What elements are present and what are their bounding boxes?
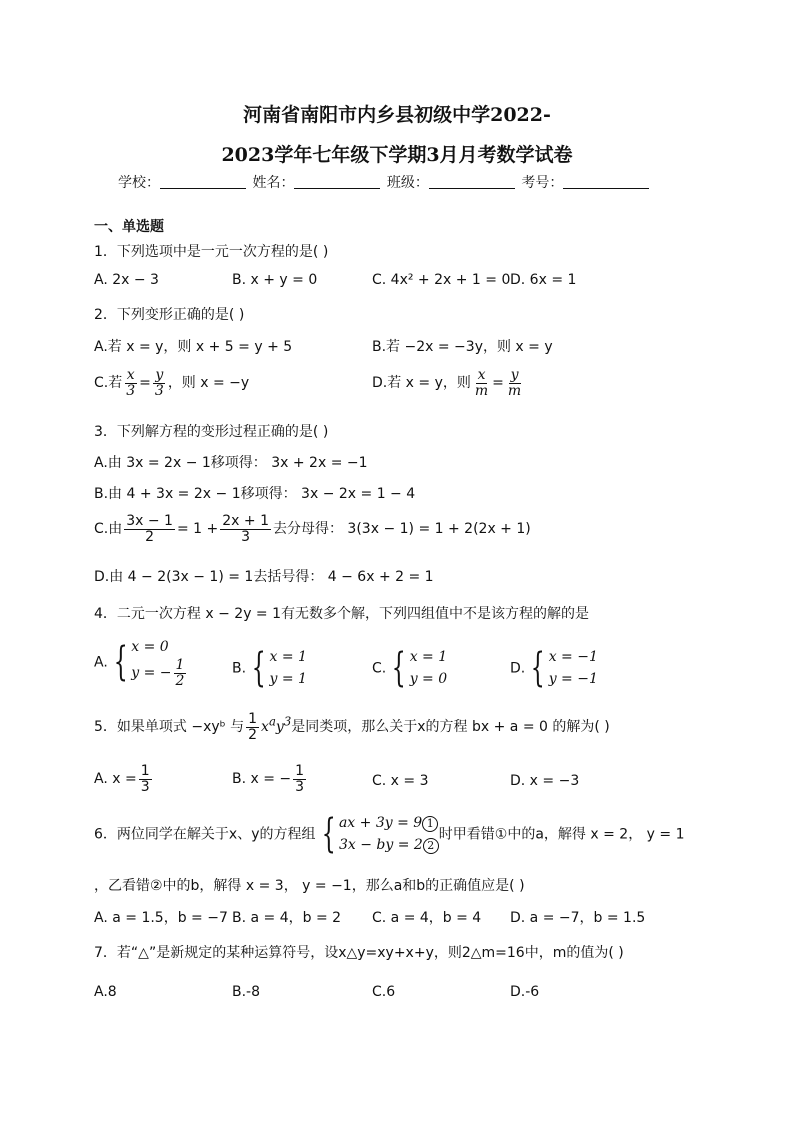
question-number: 4． <box>94 606 117 622</box>
school-blank <box>160 174 246 189</box>
q3c-label: C.由 <box>94 521 123 538</box>
question-number: 1． <box>94 244 117 260</box>
q3-option-c: C.由 $\frac{3x - 1}{2}$ = 1 + $\frac{2x + 1}{3}$ 去分母得： 3(3x − 1) = 1 + 2(2x + 1) <box>94 513 531 545</box>
school-label: 学校： <box>118 175 160 191</box>
q4a-label: A. <box>94 654 108 671</box>
question-stem: 下列解方程的变形过程正确的是( ) <box>116 424 329 440</box>
question-5: 5．如果单项式 −xyᵇ 与 $\frac{1}{2}$ $x^ay^3$是同类项，那么关于x的方程 bx + a = 0 的解为( ) <box>94 711 610 743</box>
q6-option-a: A. a = 1.5，b = −7 <box>94 910 228 926</box>
question-number: 3． <box>94 424 117 440</box>
q4-option-a: A. { x = 0 y = − $\frac{1}{2}$ <box>94 639 185 690</box>
section-heading: 一、单选题 <box>94 219 164 235</box>
name-label: 姓名： <box>252 175 295 191</box>
q2-option-c: C.若 $\frac{x}{3}$ = $\frac{y}{3}$ ，则 x = −y <box>94 367 250 399</box>
name-blank <box>294 174 380 189</box>
q5b-text: B. x = − <box>232 771 292 788</box>
q3c-tail: 去分母得： 3(3x − 1) = 1 + 2(2x + 1) <box>272 521 531 538</box>
q6-option-d: D. a = −7，b = 1.5 <box>510 910 646 926</box>
q6-tail: 时甲看错①中的a，解得 x = 2， y = 1 <box>438 826 685 843</box>
q5a-text: A. x = <box>94 771 137 788</box>
q4-option-c: C. { x = 1 y = 0 <box>372 645 448 692</box>
q2c-label: C.若 <box>94 375 123 392</box>
q2c-tail: ，则 x = −y <box>167 375 250 392</box>
q2-option-b: B.若 −2x = −3y，则 x = y <box>372 339 553 355</box>
question-1 <box>94 241 328 261</box>
q1-option-d: D. 6x = 1 <box>510 272 577 288</box>
q3-option-d: D.由 4 − 2(3x − 1) = 1去括号得： 4 − 6x + 2 = 1 <box>94 569 434 585</box>
q2d-label: D.若 x = y，则 <box>372 375 471 392</box>
student-info-line <box>118 172 651 192</box>
q4b-label: B. <box>232 660 247 677</box>
q5-option-a: A. x = $\frac{1}{3}$ <box>94 763 150 795</box>
page-title-line-2: 2023学年七年级下学期3月月考数学试卷 <box>221 144 573 166</box>
question-number: 2． <box>94 307 117 323</box>
q2-option-a: A.若 x = y，则 x + 5 = y + 5 <box>94 339 293 355</box>
q7-option-c: C.6 <box>372 984 396 1000</box>
q7-option-b: B.-8 <box>232 984 261 1000</box>
question-stem: 二元一次方程 x − 2y = 1有无数多个解，下列四组值中不是该方程的解的是 <box>116 606 590 622</box>
q5-tail: 是同类项，那么关于x的方程 bx + a = 0 的解为( ) <box>291 719 610 736</box>
question-number: 6． <box>94 826 117 843</box>
q4c-label: C. <box>372 660 387 677</box>
question-stem: 如果单项式 −xyᵇ 与 <box>116 719 245 736</box>
q5-option-c: C. x = 3 <box>372 773 429 789</box>
q7-option-a: A.8 <box>94 984 117 1000</box>
q6-option-b: B. a = 4，b = 2 <box>232 910 342 926</box>
question-stem: 下列选项中是一元一次方程的是( ) <box>116 244 329 260</box>
q5-option-d: D. x = −3 <box>510 773 580 789</box>
q4-option-d: D. { x = −1 y = −1 <box>510 645 598 692</box>
q6-option-c: C. a = 4，b = 4 <box>372 910 482 926</box>
q2-option-d: D.若 x = y，则 $\frac{x}{m}$ = $\frac{y}{m}$ <box>372 367 522 399</box>
q3c-mid: = 1 + <box>176 521 219 538</box>
class-blank <box>429 174 515 189</box>
question-2 <box>94 304 244 324</box>
class-label: 班级： <box>386 175 429 191</box>
question-stem: 两位同学在解关于x、y的方程组 <box>116 826 316 843</box>
question-3 <box>94 421 328 441</box>
question-stem: 若“△”是新规定的某种运算符号，设x△y=xy+x+y，则2△m=16中，m的值为( ) <box>116 945 624 961</box>
page-title-line-1: 河南省南阳市内乡县初级中学2022- <box>243 104 551 126</box>
q1-option-b: B. x + y = 0 <box>232 272 318 288</box>
q1-option-a: A. 2x − 3 <box>94 272 159 288</box>
exam-no-label: 考号： <box>521 175 564 191</box>
q3-option-b: B.由 4 + 3x = 2x − 1移项得： 3x − 2x = 1 − 4 <box>94 486 416 502</box>
exam-no-blank <box>563 174 649 189</box>
question-4 <box>94 603 589 623</box>
q6-line-2: ，乙看错②中的b，解得 x = 3， y = −1，那么a和b的正确值应是( ) <box>94 878 525 894</box>
q1-option-c: C. 4x² + 2x + 1 = 0 <box>372 272 511 288</box>
question-stem: 下列变形正确的是( ) <box>116 307 245 323</box>
q7-option-d: D.-6 <box>510 984 540 1000</box>
question-6: 6．两位同学在解关于x、y的方程组 { ax + 3y = 9 1 3x − by = 2 2 时甲看错①中的a，解得 x = 2， y = 1 <box>94 811 685 858</box>
q4-option-b: B. { x = 1 y = 1 <box>232 645 307 692</box>
q3-option-a: A.由 3x = 2x − 1移项得： 3x + 2x = −1 <box>94 455 368 471</box>
question-number: 7． <box>94 945 117 961</box>
question-7 <box>94 942 624 962</box>
question-number: 5． <box>94 719 117 736</box>
q5-option-b: B. x = − $\frac{1}{3}$ <box>232 763 305 795</box>
q4d-label: D. <box>510 660 526 677</box>
